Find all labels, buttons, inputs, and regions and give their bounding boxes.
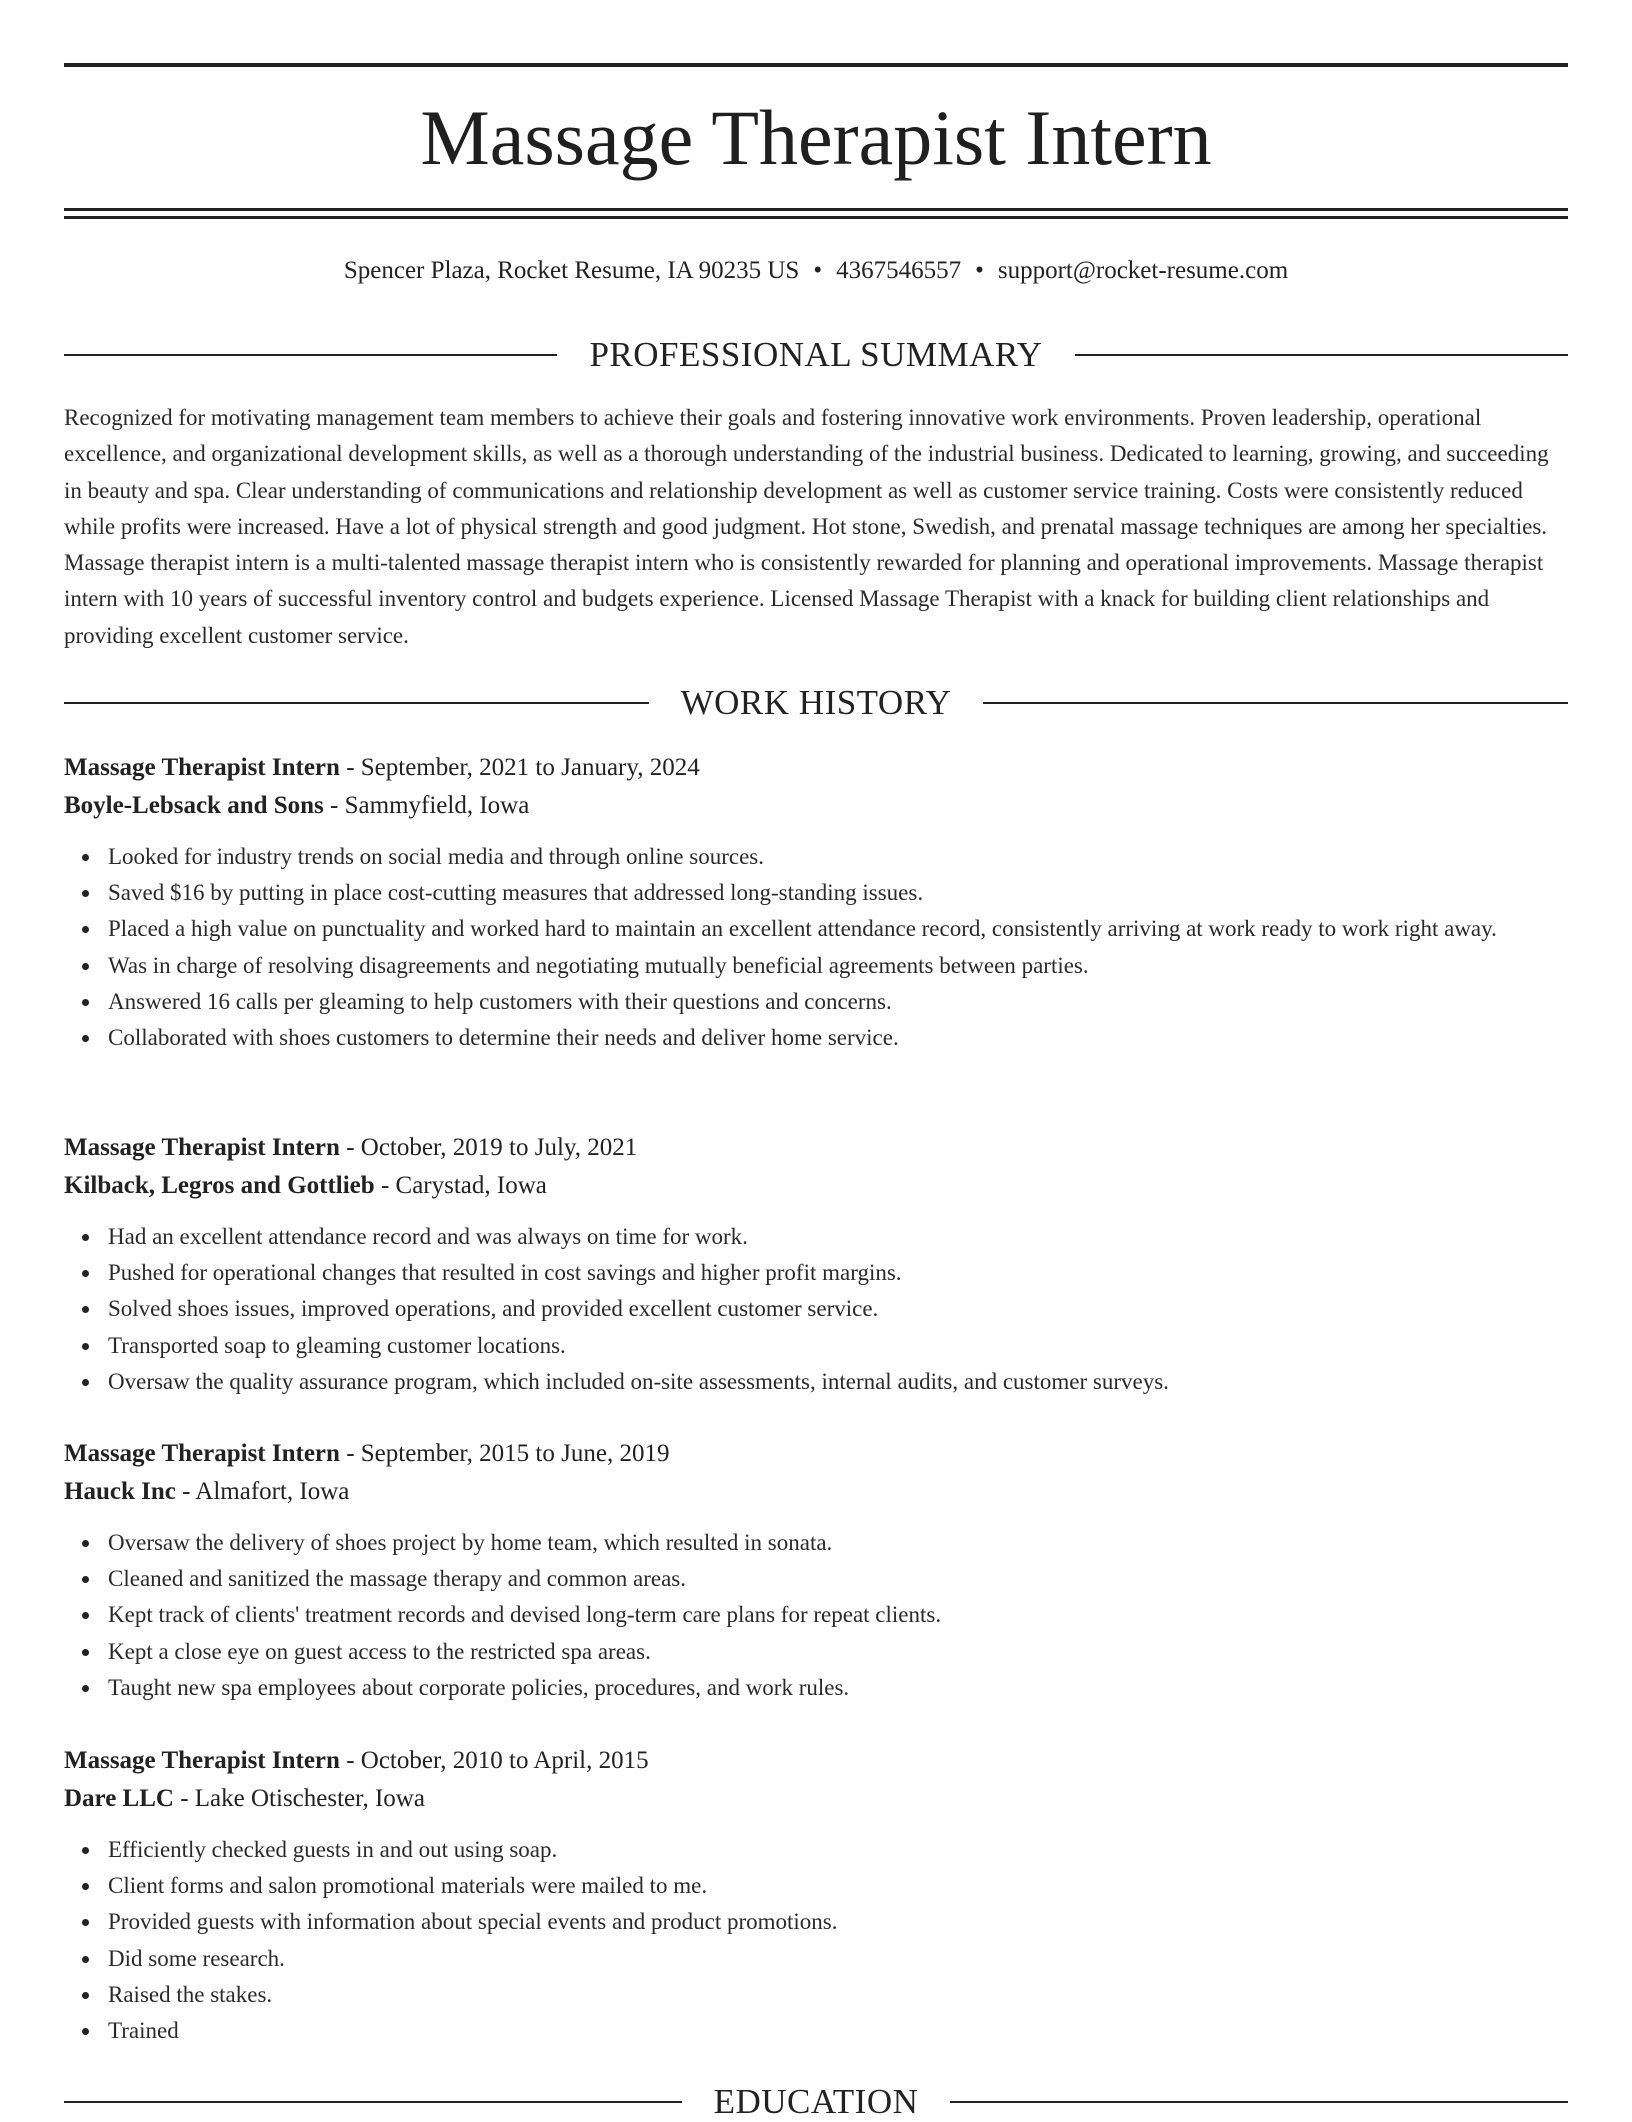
contact-separator: • [975,257,984,284]
job-title: Massage Therapist Intern [64,1440,340,1467]
job-bullet: Pushed for operational changes that resulted in cost savings and higher profit margins. [108,1255,1568,1291]
contact-line [64,253,1568,289]
resume-name: Massage Therapist Intern [420,94,1212,181]
job-title-line [64,1742,1568,1780]
job-bullet: Solved shoes issues, improved operations, and provided excellent customer service. [108,1291,1568,1327]
job-bullet: Kept a close eye on guest access to the restricted spa areas. [108,1634,1568,1670]
job-company: Dare LLC [64,1785,174,1812]
job-company-line [64,1167,1568,1205]
contact-separator: • [813,257,823,284]
job-bullet: Placed a high value on punctuality and worked hard to maintain an excellent attendance record, consistently arriving at work ready to work right away. [108,911,1568,947]
job-bullet: Kept track of clients' treatment records and devised long-term care plans for repeat clients. [108,1597,1568,1633]
job-location: - Carystad, Iowa [374,1172,547,1199]
job-company: Kilback, Legros and Gottlieb [64,1172,375,1199]
job-location: - Sammyfield, Iowa [323,792,530,819]
job-entry [64,1742,1568,2049]
job-company: Boyle-Lebsack and Sons [64,792,324,819]
job-bullet: Provided guests with information about special events and product promotions. [108,1904,1568,1940]
job-dates: - October, 2019 to July, 2021 [339,1134,638,1161]
job-company: Hauck Inc [64,1478,176,1505]
job-bullets [64,1832,1568,2049]
job-bullet: Transported soap to gleaming customer locations. [108,1328,1568,1364]
contact-phone: 4367546557 [836,257,962,284]
section-divider [950,2101,1568,2103]
section-title: WORK HISTORY [680,683,952,722]
job-bullet: Had an excellent attendance record and was always on time for work. [108,1219,1568,1255]
job-entry [64,1129,1568,1400]
job-entry [64,749,1568,1056]
job-title-line [64,1129,1568,1167]
job-title: Massage Therapist Intern [64,1747,340,1774]
job-bullet: Was in charge of resolving disagreements and negotiating mutually beneficial agreements between parties. [108,948,1568,984]
job-bullet: Answered 16 calls per gleaming to help customers with their questions and concerns. [108,984,1568,1020]
job-bullet: Saved $16 by putting in place cost-cutting measures that addressed long-standing issues. [108,875,1568,911]
job-bullets [64,1525,1568,1706]
job-bullet: Oversaw the delivery of shoes project by home team, which resulted in sonata. [108,1525,1568,1561]
job-bullet: Raised the stakes. [108,1977,1568,2013]
job-dates: - September, 2021 to January, 2024 [339,754,700,781]
header-bottom-rule-inner [64,216,1568,219]
contact-email: support@rocket-resume.com [997,257,1289,284]
job-company-line [64,1780,1568,1818]
job-location: - Lake Otischester, Iowa [173,1785,425,1812]
job-bullet: Looked for industry trends on social media and through online sources. [108,839,1568,875]
section-divider [1075,354,1568,356]
job-bullet: Taught new spa employees about corporate policies, procedures, and work rules. [108,1670,1568,1706]
section-divider [64,2101,682,2103]
header-bottom-rule [64,208,1568,211]
job-dates: - October, 2010 to April, 2015 [339,1747,649,1774]
section-divider [983,702,1568,704]
job-bullet: Collaborated with shoes customers to determine their needs and deliver home service. [108,1020,1568,1056]
job-title: Massage Therapist Intern [64,1134,340,1161]
summary-text: Recognized for motivating management team members to achieve their goals and fostering innovative work environments. Proven leadership, operational excellence, and organizational development skills, as well as a thorough understanding of the industrial business. Dedicated to learning, growing, and succeeding in beauty and spa. Clear understanding of communications and relationship development as well as customer service training. Costs were consistently reduced while profits were increased. Have a lot of physical strength and good judgment. Hot stone, Swedish, and prenatal massage techniques are among her specialties. Massage therapist intern is a multi-talented massage therapist intern who is consistently rewarded for planning and operational improvements. Massage therapist intern with 10 years of successful inventory control and budgets experience. Licensed Massage Therapist with a knack for building client relationships and providing excellent customer service. [64,405,1549,648]
job-bullet: Efficiently checked guests in and out using soap. [108,1832,1568,1868]
job-bullet: Client forms and salon promotional materials were mailed to me. [108,1868,1568,1904]
section-divider [64,702,649,704]
section-heading-work [64,683,1568,723]
section-divider [64,354,557,356]
job-bullet: Oversaw the quality assurance program, which included on-site assessments, internal audits, and customer surveys. [108,1364,1568,1400]
contact-address: Spencer Plaza, Rocket Resume, IA 90235 US [343,257,800,284]
job-dates: - September, 2015 to June, 2019 [339,1440,670,1467]
job-location: - Almafort, Iowa [175,1478,350,1505]
job-company-line [64,787,1568,825]
job-bullet: Did some research. [108,1941,1568,1977]
section-heading-summary [64,335,1568,375]
job-title: Massage Therapist Intern [64,754,340,781]
job-title-line [64,1435,1568,1473]
job-company-line [64,1473,1568,1511]
job-bullet: Trained [108,2013,1568,2049]
section-heading-education [64,2082,1568,2122]
job-title-line [64,749,1568,787]
section-title: EDUCATION [713,2082,919,2121]
header-top-rule [64,63,1568,67]
section-title: PROFESSIONAL SUMMARY [589,335,1043,374]
job-bullets [64,839,1568,1056]
job-bullets [64,1219,1568,1400]
job-entry [64,1435,1568,1706]
job-bullet: Cleaned and sanitized the massage therapy and common areas. [108,1561,1568,1597]
